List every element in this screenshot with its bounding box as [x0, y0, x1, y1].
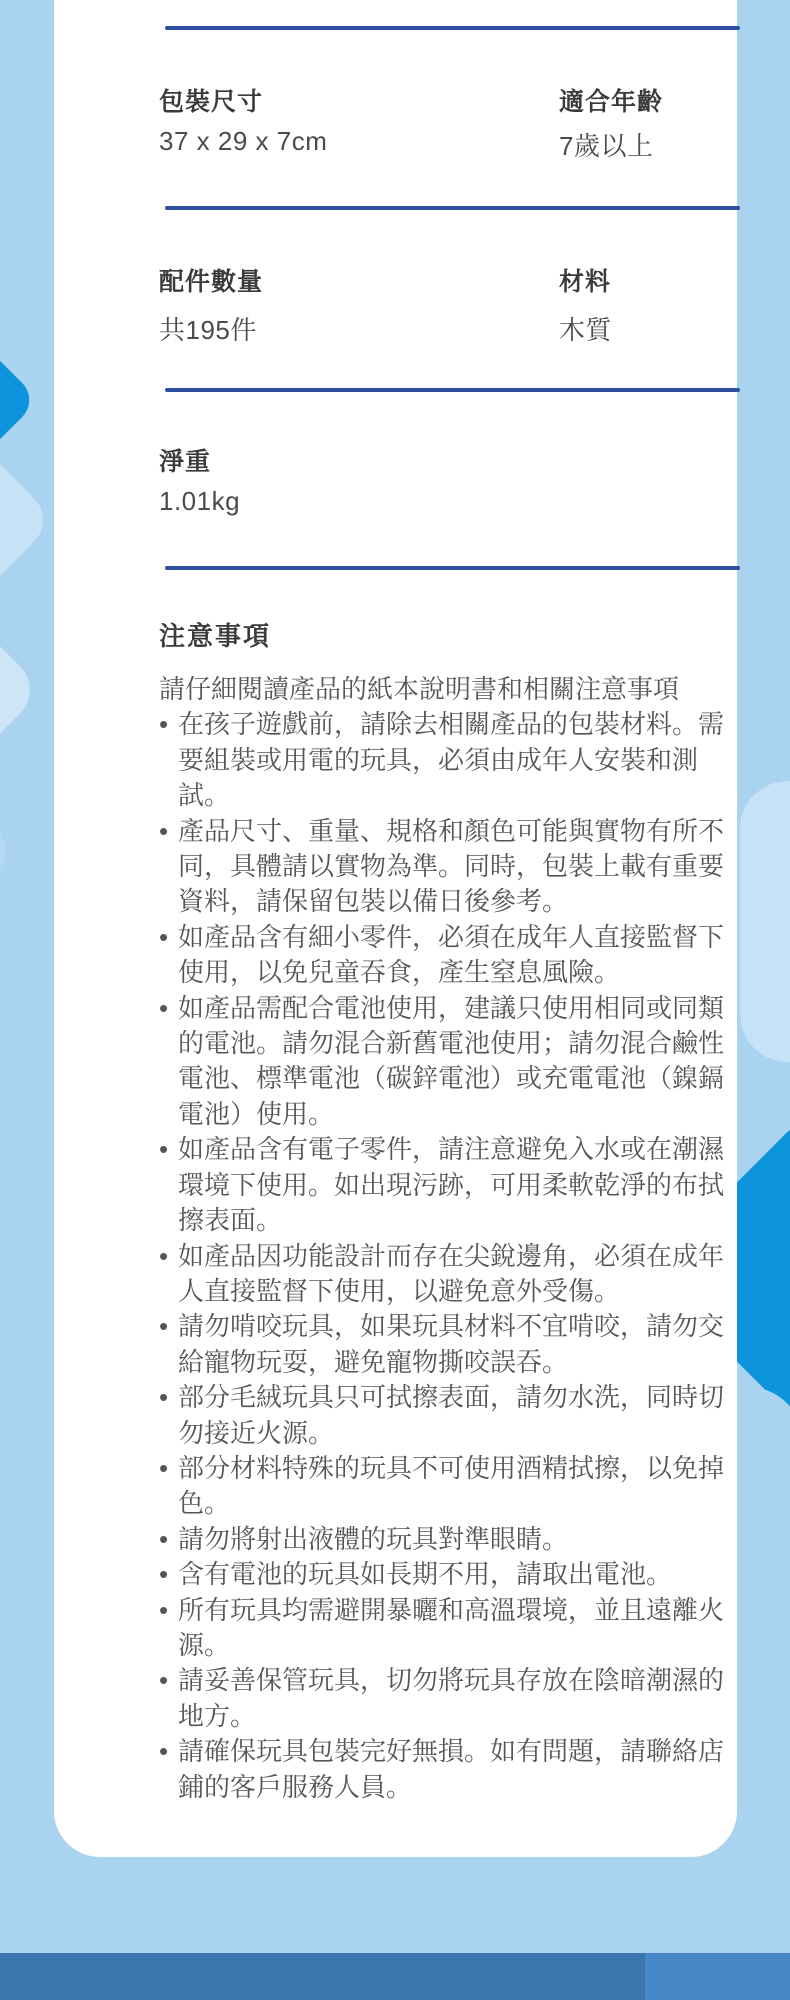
spec-label-material: 材料: [559, 268, 612, 296]
note-item: • 在孩子遊戲前，請除去相關產品的包裝材料。需要組裝或用電的玩具，必須由成年人安裝和測試。: [159, 707, 733, 813]
section-divider: [165, 566, 740, 570]
spec-value-piece-count: 共195件: [159, 315, 257, 345]
note-item: • 請勿將射出液體的玩具對準眼睛。: [159, 1522, 733, 1557]
spec-value-material: 木質: [559, 315, 613, 345]
notes-body: [159, 672, 733, 1805]
note-item: • 如產品含有細小零件，必須在成年人直接監督下使用，以免兒童吞食，產生窒息風險。: [159, 920, 733, 991]
footer-band-left: [0, 1953, 645, 2000]
note-item: • 如產品因功能設計而存在尖銳邊角，必須在成年人直接監督下使用，以避免意外受傷。: [159, 1239, 733, 1310]
spec-value-suitable-age: 7歲以上: [559, 131, 654, 161]
spec-label-net-weight: 淨重: [159, 448, 212, 476]
notes-intro-line: 請仔細閱讀產品的紙本說明書和相關注意事項: [159, 674, 680, 704]
note-item: • 如產品含有電子零件，請注意避免入水或在潮濕環境下使用。如出現污跡，可用柔軟乾淨的布拭擦表面。: [159, 1132, 733, 1238]
spec-label-package-size: 包裝尺寸: [159, 88, 264, 116]
right-pale-blob-decoration: [740, 781, 790, 1062]
note-item: • 請勿啃咬玩具，如果玩具材料不宜啃咬，請勿交給寵物玩耍，避免寵物撕咬誤吞。: [159, 1309, 733, 1380]
section-divider: [165, 388, 740, 392]
note-item: • 請確保玩具包裝完好無損。如有問題，請聯絡店鋪的客戶服務人員。: [159, 1734, 733, 1805]
notes-list: [159, 707, 733, 1805]
section-divider: [165, 206, 740, 210]
note-item: • 部分毛絨玩具只可拭擦表面，請勿水洗，同時切勿接近火源。: [159, 1380, 733, 1451]
left-faint-diamond-decoration: [0, 680, 20, 1019]
note-item: • 產品尺寸、重量、規格和顏色可能與實物有所不同，具體請以實物為準。同時，包裝上載有重要資料，請保留包裝以備日後參考。: [159, 814, 733, 920]
spec-value-package-size: 37 x 29 x 7cm: [159, 126, 328, 156]
spec-value-net-weight: 1.01kg: [159, 486, 241, 516]
section-divider: [165, 26, 740, 30]
notes-section-title: 注意事項: [159, 621, 272, 651]
footer-band-right: [645, 1953, 790, 2000]
spec-label-piece-count: 配件數量: [159, 268, 264, 296]
note-item: • 所有玩具均需避開暴曬和高溫環境，並且遠離火源。: [159, 1593, 733, 1664]
note-item: • 如產品需配合電池使用，建議只使用相同或同類的電池。請勿混合新舊電池使用；請勿混合鹼性電池、標準電池（碳鋅電池）或充電電池（鎳鎘電池）使用。: [159, 991, 733, 1133]
note-item: • 部分材料特殊的玩具不可使用酒精拭擦，以免掉色。: [159, 1451, 733, 1522]
spec-card: [54, 0, 737, 1857]
note-item: • 請妥善保管玩具，切勿將玩具存放在陰暗潮濕的地方。: [159, 1663, 733, 1734]
spec-label-suitable-age: 適合年齡: [559, 88, 664, 116]
note-item: • 含有電池的玩具如長期不用，請取出電池。: [159, 1557, 733, 1592]
